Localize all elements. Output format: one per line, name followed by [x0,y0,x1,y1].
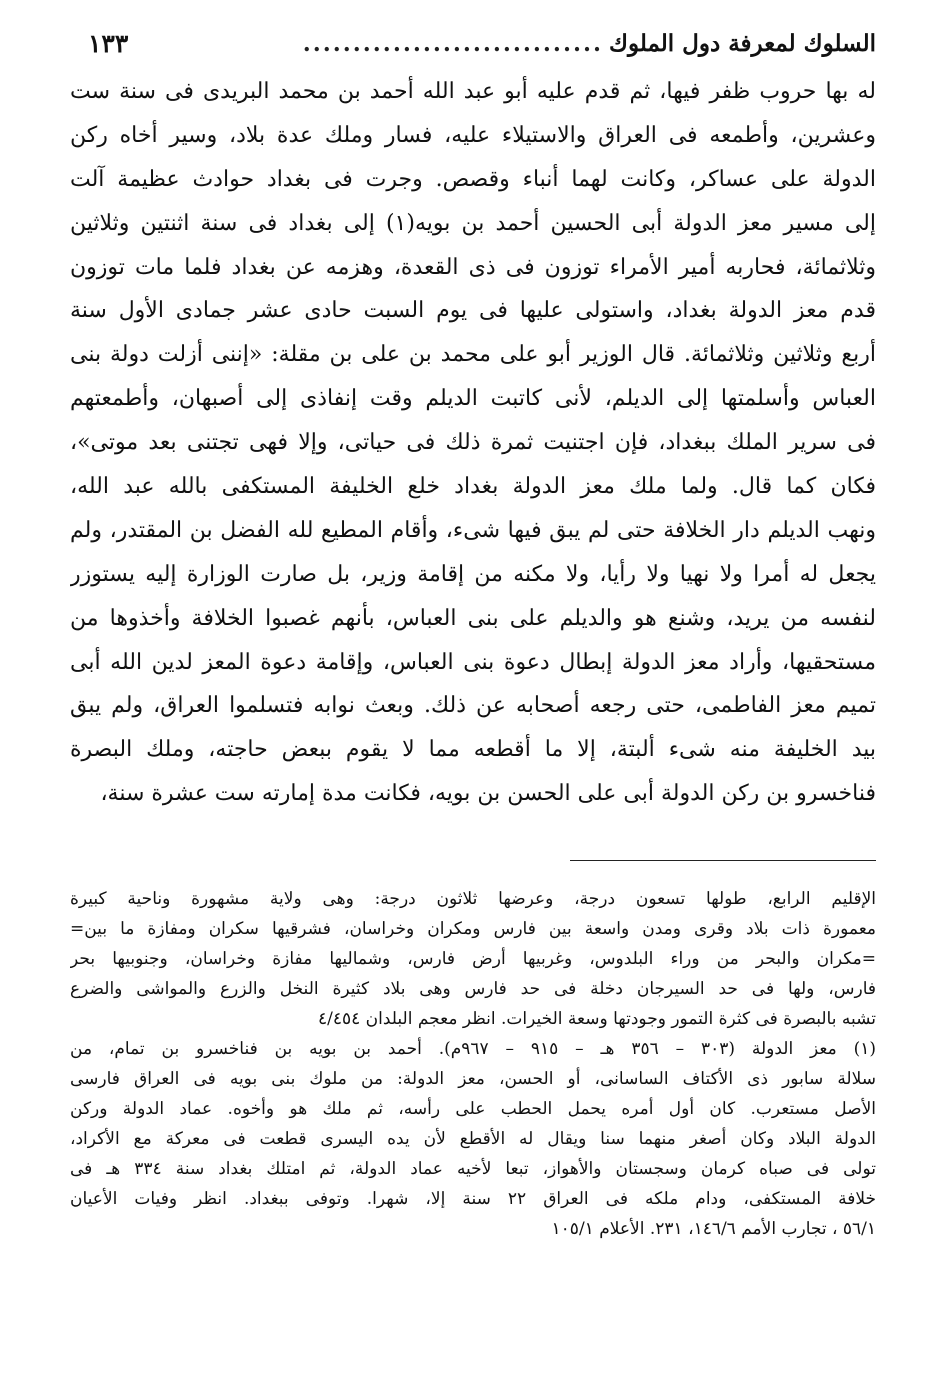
text-line: فناخسرو بن ركن الدولة أبى على الحسن بن بويه، فكانت مدة إمارته ست عشرة سنة، [100,781,876,807]
text-line: تميم معز الفاطمى، حتى رجعه أصحابه عن ذلك. وبعث نوابه فتسلموا العراق، ولم يبق [70,693,876,719]
text-line: فى سرير الملك ببغداد، فإن اجتنيت ثمرة ذلك فى حياتى، وإلا فهى تجتنى بعد موتى»، [70,430,876,456]
text-line: لنفسه من يريد، وشنع هو والديلم على بنى العباس، بأنهم غصبوا الخلافة وأخذوها من [70,605,876,631]
footnote-line: ٥٦/١ ، تجارب الأمم ١٤٦/٦، ٢٣١. الأعلام ١٠٥/١ [551,1219,876,1239]
text-line: بيد الخليفة منه شىء ألبتة، إلا ما أقطعه مما لا يقوم ببعض حاجته، وملك البصرة [70,737,876,763]
footnote-line: تولى فى صباه كرمان وسجستان والأهواز، تبعا لأخيه عماد الدولة، ثم امتلك بغداد سنة ٣٣٤ هـ فى [70,1159,876,1179]
text-line: وثلاثمائة، فحاربه أمير الأمراء توزون فى ذى القعدة، وهزمه عن بغداد فلما مات توزون [70,254,876,280]
book-title: السلوك لمعرفة دول الملوك [608,29,876,57]
text-line: الدولة على عساكر، وكانت لهما أنباء وقصص. وجرت فى بغداد حوادث عظيمة آلت [70,166,876,192]
footnote-line: الدولة البلاد وكان أصغر منهما سنا ويقال له الأقطع لأن يده اليسرى قطعت فى معركة مع الأكراد، [70,1129,876,1149]
footnote-line: =مكران والبحر من وراء البلدوس، وغربيها أرض فارس، وشماليها مفازة وخراسان، وجنوبيها بحر [70,949,876,969]
footnote-line: خلافة المستكفى، ودام ملكه فى العراق ٢٢ سنة إلا، شهرا. وتوفى ببغداد. انظر وفيات الأعيان [70,1189,876,1209]
footnote-line: تشبه بالبصرة فى كثرة التمور وجودتها وسعة الخيرات. انظر معجم البلدان ٤/٤٥٤ [317,1009,876,1029]
text-line: فكان كما قال. ولما ملك معز الدولة بغداد خلع الخليفة المستكفى بالله عبد الله، [70,474,876,500]
running-header [88,22,876,64]
main-text [70,70,876,816]
footnote-line: سلالة سابور ذى الأكتاف الساسانى، أو الحسن، معز الدولة: من ملوك بنى بويه فى العراق فارسى [70,1069,876,1089]
text-line: يجعل له أمرا ولا نهيا ولا رأيا، ولا مكنه من إقامة وزير، بل صارت الوزارة إليه يستوزر [70,561,876,587]
text-line: العباس وأسلمتها إلى الديلم، لأنى كاتبت الديلم وقت إنفاذى إلى أصبهان، وأطمعتهم [70,386,876,412]
text-line: إلى مسير معز الدولة أبى الحسين أحمد بن بويه(١) إلى بغداد فى سنة اثنتين وثلاثين [70,210,876,236]
text-line: وعشرين، وأطمعه فى العراق والاستيلاء عليه، فسار وملك عدة بلاد، وسير أخاه ركن [70,122,876,148]
page-number: ١٣٣ [88,28,129,58]
footnote-line: فارس، ولها فى حد السيرجان دخلة فى حد فارس وهى بلاد كثيرة النخل والزرع والمواشى والضرع [70,979,876,999]
footnote-line: الأصل مستعرب. كان أول أمره يحمل الحطب على رأسه، ثم ملك هو وأخوه. عماد الدولة وركن [70,1099,876,1119]
leader-dots: .............................. [302,29,603,57]
text-line: أربع وثلاثين وثلاثمائة. قال الوزير أبو على محمد بن على بن مقلة: «إننى أزلت دولة بنى [70,342,876,368]
footnote-line: الإقليم الرابع، طولها تسعون درجة، وعرضها ثلاثون درجة: وهى ولاية مشهورة وناحية كبيرة [70,889,876,909]
text-line: مستحقيها، وأراد معز الدولة إبطال دعوة بنى العباس، وإقامة دعوة المعز لدين الله أبى [70,649,876,675]
footnote-line: معمورة ذات بلاد وقرى ومدن واسعة بين فارس ومكران وخراسان، فشرقيها سكران ومفازة ما بين= [70,919,876,939]
footnote-line: (١) معز الدولة (٣٠٣ – ٣٥٦ هـ – ٩١٥ – ٩٦٧م). أحمد بن بويه بن فناخسرو بن تمام، من [70,1039,876,1059]
text-line: ونهب الديلم دار الخلافة حتى لم يبق فيها شىء، وأقام المطيع لله الفضل بن المقتدر، ولم [70,517,876,543]
footnote-separator [570,860,876,861]
text-line: له بها حروب ظفر فيها، ثم قدم عليه أبو عبد الله أحمد بن محمد البريدى فى سنة ست [70,79,876,104]
footnotes [70,884,876,1244]
text-line: قدم معز الدولة بغداد، واستولى عليها فى يوم السبت حادى عشر جمادى الأول سنة [70,298,876,324]
